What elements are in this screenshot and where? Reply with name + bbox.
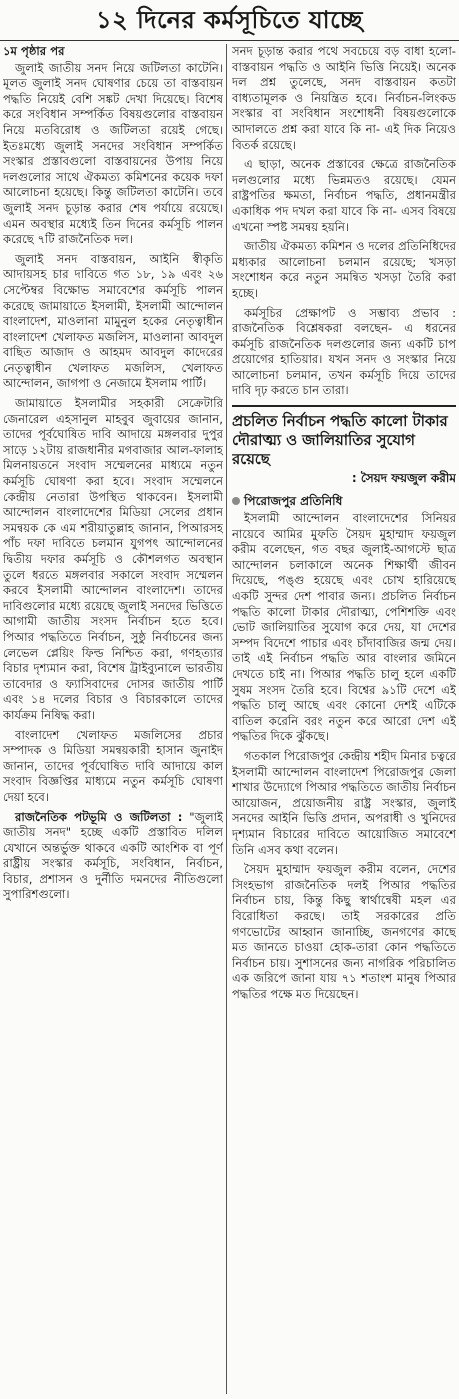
story1-paragraph-2: জুলাই সনদ বাস্তবায়ন, আইনি স্বীকৃতি আদায়সহ চার দাবিতে গত ১৮, ১৯ এবং ২৬ সেপ্টেম্বর বিক্ষোভ সমাবেশের কর্মসূচি পালন করেছে জামায়াতে ইসলামী, ইসলামী আন্দোলন বাংলাদেশ, মাওলানা মামুনুল হকের নেতৃত্বাধীন বাংলাদেশ খেলাফত মজলিস, মাওলানা আবদুল বাছিত আজাদ ও আহমদ আবদুল কাদেরের নেতৃত্বাধীন খেলাফত মজলিস, খেলাফত আন্দোলন, জাগপা ও নেজামে ইসলাম পার্টি।: [3, 251, 223, 391]
story1-paragraph-1: জুলাই জাতীয় সনদ নিয়ে জটিলতা কাটেনি। মূলত জুলাই সনদ ঘোষণার চেয়ে তা বাস্তবায়ন পদ্ধতি নিয়েই বেশি সঙ্কট দেখা দিয়েছে। বিশেষ করে সংবিধান সম্পর্কিত বিষয়গুলোর বাস্তবায়ন নিয়ে মতবিরোধ ও জটিলতা রয়েই গেছে। ইতঃমধ্যে জুলাই সনদের সংবিধান সম্পর্কিত সংস্কার প্রস্তাবগুলো বাস্তবায়নের উপায় নিয়ে দলগুলোর সাথে ঐকমত্য কমিশনের কয়েক দফা আলোচনা হয়েছে। কিন্তু জটিলতা কাটেনি। তবে জুলাই সনদ চূড়ান্ত করার শেষ পর্যায়ে রয়েছে। এমন অবস্থার মধ্যেই তিন দিনের কর্মসূচি পালন করেছে ৭টি রাজনৈতিক দল।: [3, 60, 223, 247]
story1-paragraph-7: জাতীয় ঐকমত্য কমিশন ও দলের প্রতিনিধিদের মধ্যকার আলোচনা চলমান রয়েছে; খসড়া সংশোধন করে নতুন সমন্বিত খসড়া তৈরি করা হচ্ছে।: [232, 239, 456, 300]
story1-paragraph-6: এ ছাড়া, অনেক প্রস্তাবের ক্ষেত্রে রাজনৈতিক দলগুলোর মধ্যে ভিন্নমতও রয়েছে। যেমন রাষ্ট্রপতির ক্ষমতা, নির্বাচন পদ্ধতি, প্রধানমন্ত্রীর একাধিক পদ দখল করা যাবে কি না- এসব বিষয়ে এখনো স্পষ্ট সমন্বয় হয়নি।: [232, 157, 456, 234]
story2-paragraph-1: ইসলামী আন্দোলন বাংলাদেশের সিনিয়র নায়েবে আমির মুফতি সৈয়দ মুহাম্মাদ ফয়জুল করীম বলেছেন, গত বছর জুলাই-আগস্টে ছাত্র আন্দোলন চলাকালে অনেক শিক্ষার্থী জীবন দিয়েছে, পঙ্গু হয়েছে এবং চোখ হারিয়েছে একটি সুন্দর দেশ পাবার জন্য। প্রচলিত নির্বাচন পদ্ধতি কালো টাকার দৌরাত্ম্য, পেশিশক্তি এবং ভোট জালিয়াতির সুযোগ করে দেয়, যা দেশের সম্পদ বিদেশে পাচার এবং চাঁদাবাজির জন্ম দেয়। তাই এই নির্বাচন পদ্ধতি আর বাংলার জমিনে দেখতে চাই না। পিআর পদ্ধতি চালু হলে একটি সুষম সংসদ তৈরি হবে। বিশ্বের ৯১টি দেশে এই পদ্ধতি চালু আছে এবং কোনো দেশই এটিকে বাতিল করেনি বরং নতুন করে আরো দেশ এই পদ্ধতির দিকে ঝুঁকছে।: [232, 511, 456, 744]
story1-paragraph-3: জামায়াতে ইসলামীর সহকারী সেক্রেটারি জেনারেল এহসানুল মাহবুব জুবায়ের জানান, তাদের পূর্বঘোষিত দাবি আদায়ে মঙ্গলবার দুপুর সাড়ে ১২টায় রাজধানীর মগবাজার আল-ফালাহ মিলনায়তনে সংবাদ সম্মেলনের মাধ্যমে নতুন কর্মসূচি ঘোষণা করা হবে। সংবাদ সম্মেলনে কেন্দ্রীয় নেতারা উপস্থিত থাকবেন। ইসলামী আন্দোলন বাংলাদেশের মিডিয়া সেলের প্রধান সমন্বয়ক কে এম শরীয়াতুল্লাহ জানান, পিআরসহ পাঁচ দফা দাবিতে চলমান যুগপৎ আন্দোলনের দ্বিতীয় দফার কর্মসূচি ও কৌশলগত অবস্থান তুলে ধরতে মঙ্গলবার সকালে সংবাদ সম্মেলন করবে ইসলামী আন্দোলন বাংলাদেশ। তাদের দাবিগুলোর মধ্যে রয়েছে জুলাই সনদের ভিত্তিতে আগামী জাতীয় সংসদ নির্বাচন হতে হবে। পিআর পদ্ধতিতে নির্বাচন, সুষ্ঠু নির্বাচনের জন্য লেভেল প্লেয়িং ফিল্ড নিশ্চিত করা, গণহত্যার বিচার দৃশ্যমান করা, বিশেষ ট্রাইব্যুনালে ভারতীয় তাবেদার ও ফ্যাসিবাদের দোসর জাতীয় পার্টি এবং ১৪ দলের বিচার ও বিচারকালে তাদের কার্যক্রম নিষিদ্ধ করা।: [3, 396, 223, 722]
story2-headline: প্রচলিত নির্বাচন পদ্ধতি কালো টাকার দৌরাত্ম্য ও জালিয়াতির সুযোগ রয়েছে: [232, 413, 448, 469]
bullet-icon: [232, 497, 240, 505]
story2-reporter-label: পিরোজপুর প্রতিনিধি: [244, 494, 343, 509]
story1-paragraph-8: কর্মসূচির প্রেক্ষাপট ও সম্ভাব্য প্রভাব : রাজনৈতিক বিশ্লেষকরা বলছেন- এ ধরনের কর্মসূচি রাজনৈতিক দলগুলোর জন্য একটি চাপ প্রয়োগের হাতিয়ার। যখন সনদ ও সংস্কার নিয়ে আলোচনা চলমান, তখন কর্মসূচি দিয়ে তাদের দাবি দৃঢ় করতে চান তারা।: [232, 305, 456, 398]
story2-paragraph-3: সৈয়দ মুহাম্মাদ ফয়জুল করীম বলেন, দেশের সিংহভাগ রাজনৈতিক দলই পিআর পদ্ধতির নির্বাচন চায়, কিন্তু কিছু স্বার্থান্বেষী মহল এর বিরোধিতা করছে। তাই সরকারের প্রতি গণভোটের আহ্বান জানাচ্ছি, জনগণের কাছে মত জানতে চাওয়া হোক-তারা কোন পদ্ধতিতে নির্বাচন চায়। সুশাসনের জন্য নাগরিক পরিচালিত এক জরিপে জানা যায় ৭১ শতাংশ মানুষ পিআর পদ্ধতির পক্ষে মত দিয়েছেন।: [232, 862, 456, 1001]
story1-paragraph-5: সনদ চূড়ান্ত করার পথে সবচেয়ে বড় বাধা হলো- বাস্তবায়ন পদ্ধতি ও আইনি ভিত্তি নিয়েই। অনেক দল প্রশ্ন তুলেছে, সনদ বাস্তবায়ন কতটা বাধ্যতামূলক ও নিয়ন্ত্রিত হবে। নির্বাচন-লিংকড সংস্কার বা সংবিধান সংশোধনী বিষয়গুলোকে আদালতে প্রশ্ন করা যাবে কি না- এই দিক নিয়েও বিতর্ক রয়েছে।: [232, 44, 456, 152]
story2: [232, 405, 456, 1002]
story2-reporter: [232, 493, 456, 509]
headline-rule: [0, 40, 459, 41]
column-divider: [226, 44, 227, 1394]
story1-paragraph-4: বাংলাদেশ খেলাফত মজলিসের প্রচার সম্পাদক ও মিডিয়া সমন্বয়কারী হাসান জুনাইদ জানান, তাদের পূর্বঘোষিত দাবি আদায়ে কাল সংবাদ বিজ্ঞপ্তির মাধ্যমে নতুন কর্মসূচি ঘোষণা দেয়া হবে।: [3, 727, 223, 804]
story2-byline: : সৈয়দ ফয়জুল করীম: [351, 471, 456, 486]
story1-subhead: রাজনৈতিক পটভূমি ও জটিলতা :: [15, 809, 183, 824]
main-headline: ১২ দিনের কর্মসূচিতে যাচ্ছে: [96, 6, 363, 34]
story1-subhead-paragraph: [3, 810, 223, 904]
right-column: [232, 44, 456, 1394]
story1-subhead-text: "জুলাই জাতীয় সনদ" হচ্ছে একটি প্রস্তাবিত দলিল যেখানে অন্তর্ভুক্ত থাকবে একটি আংশিক বা পূর্ণ রাষ্ট্রীয় সংস্কার কর্মসূচি, সংবিধান, নির্বাচন, বিচার, প্রশাসন ও দুর্নীতি দমনদের নীতিগুলো সুপারিশগুলো।: [3, 809, 223, 902]
left-column: [3, 44, 223, 1394]
continuation-label: ১ম পৃষ্ঠার পর: [3, 44, 65, 58]
story2-paragraph-2: গতকাল পিরোজপুর কেন্দ্রীয় শহীদ মিনার চত্বরে ইসলামী আন্দোলন বাংলাদেশ পিরোজপুর জেলা শাখার উদ্যোগে পিআর পদ্ধতিতে জাতীয় নির্বাচন আয়োজন, প্রয়োজনীয় রাষ্ট্র সংস্কার, জুলাই সনদের আইনি ভিত্তি প্রদান, অপরাধী ও খুনিদের দৃশ্যমান বিচারের দাবিতে আয়োজিত সমাবেশে তিনি এসব কথা বলেন।: [232, 748, 456, 857]
